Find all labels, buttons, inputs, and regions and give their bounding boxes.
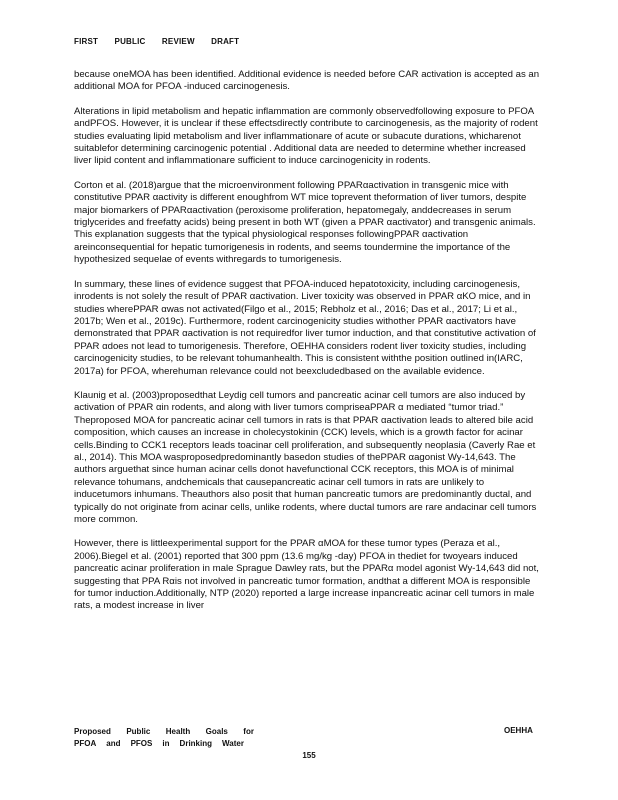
footer-word: PFOA [74,739,97,748]
footer-agency: OEHHA [504,726,533,735]
footer-word: Health [165,727,191,736]
footer-word: Goals [205,727,228,736]
footer-document-title [74,726,254,750]
paragraph: Corton et al. (2018)argue that the microenvironment following PPARαactivation in transgenic mice with constitutive PPAR αactivity is different enoughfrom WT mice toprevent theformation of liver tumors, despite major biomarkers of PPARαactivation (peroxisome proliferation, hepatomegaly, anddecreases in serum triglycerides and freefatty acids) being present in both WT (given a PPAR αactivator) and transgenic animals. This explanation suggests that the typical physiological responses followingPPAR αactivation areinconsequential for hepatic tumorigenesis in rodents, and seems toundermine the importance of the hypothesized sequelae of events withregards to tumorigenesis. [74,179,536,266]
footer-word: Drinking [179,739,212,748]
footer-word: and [106,739,121,748]
footer-word: PFOS [130,739,153,748]
paragraph: because oneMOA has been identified. Additional evidence is needed before CAR activation is accepted as an additional MOA for PFOA -induced carcinogenesis. [74,69,540,93]
footer-word: Water [222,739,244,748]
body-text [74,69,544,625]
paragraph: Alterations in lipid metabolism and hepatic inflammation are commonly observedfollowing exposure to PFOA andPFOS. However, it is unclear if these effectsdirectly contribute to carcinogenesis, as the majority of rodent studies evaluating lipid metabolism and liver inflammationare of acute or subacute durations, whicharenot suitablefor determining carcinogenic potential . Additional data are needed to determine whether increased liver lipid content and inflammationare sufficient to induce carcinogenicity in rodents. [74,105,538,167]
page-number: 155 [302,751,316,760]
paragraph: In summary, these lines of evidence suggest that PFOA-induced hepatotoxicity, including carcinogenesis, inrodents is not solely the result of PPAR αactivation. Liver toxicity was observed in PPAR αKO mice, and in studies wherePPAR αwas not activated(Filgo et al., 2015; Rebholz et al., 2016; Das et al., 2017; Li et al., 2017b; Wen et al., 2019c). Furthermore, rodent carcinogenicity studies withother PPAR αactivators have demonstrated that PPAR αactivation is not requiredfor liver tumor induction, and that constitutive activation of PPAR αdoes not lead to tumorigenesis. Therefore, OEHHA considers rodent liver toxicity studies, including carcinogenicity studies, to be relevant tohumanhealth. This is consistent withthe position outlined in(IARC, 2017a) for PFOA, wherehuman relevance could not beexcludedbased on the available evidence. [74,278,536,377]
paragraph: Klaunig et al. (2003)proposedthat Leydig cell tumors and pancreatic acinar cell tumors are also induced by activation of PPAR αin rodents, and along with liver tumors compriseaPPAR α mediated “tumor triad.” Theproposed MOA for pancreatic acinar cell tumors in rats is that PPAR αactivation leads to altered bile acid composition, which causes an increase in cholecystokinin (CCK) levels, which is a growth factor for acinar cells.Binding to CCK1 receptors leads toacinar cell proliferation, and subsequently neoplasia (Caverly Rae et al., 2014). This MOA wasproposedpredominantly basedon studies of thePPAR αagonist Wy-14,643. The authors arguethat since human acinar cells donot havefunctional CCK receptors, this MOA is of minimal relevance tohumans, andchemicals that causepancreatic acinar cell tumors in rats are unlikely to inducetumors inhumans. Theauthors also posit that human pancreatic tumors are predominantly ductal, and typically do not originate from acinar cells, unlike rodents, where ductal tumors are rare andacinar cell tumors more common. [74,389,537,525]
footer-word: Public [126,727,151,736]
footer-word: for [243,727,254,736]
footer-word: Proposed [74,727,111,736]
draft-header: FIRST PUBLIC REVIEW DRAFT [74,37,240,46]
footer-word: in [162,739,170,748]
paragraph: However, there is littleexperimental support for the PPAR αMOA for these tumor types (Peraza et al., 2006).Biegel et al. (2001) reported that 300 ppm (13.6 mg/kg -day) PFOA in thediet for twoyears induced pancreatic acinar proliferation in male Sprague Dawley rats, but the PPARα model agonist Wy-14,643 did not, suggesting that PPA Rαis not involved in pancreatic tumor formation, andthat a different MOA is responsible for tumor induction.Additionally, NTP (2020) reported a large increase inpancreatic acinar cell tumors in male rats, a modest increase in liver [74,538,539,612]
